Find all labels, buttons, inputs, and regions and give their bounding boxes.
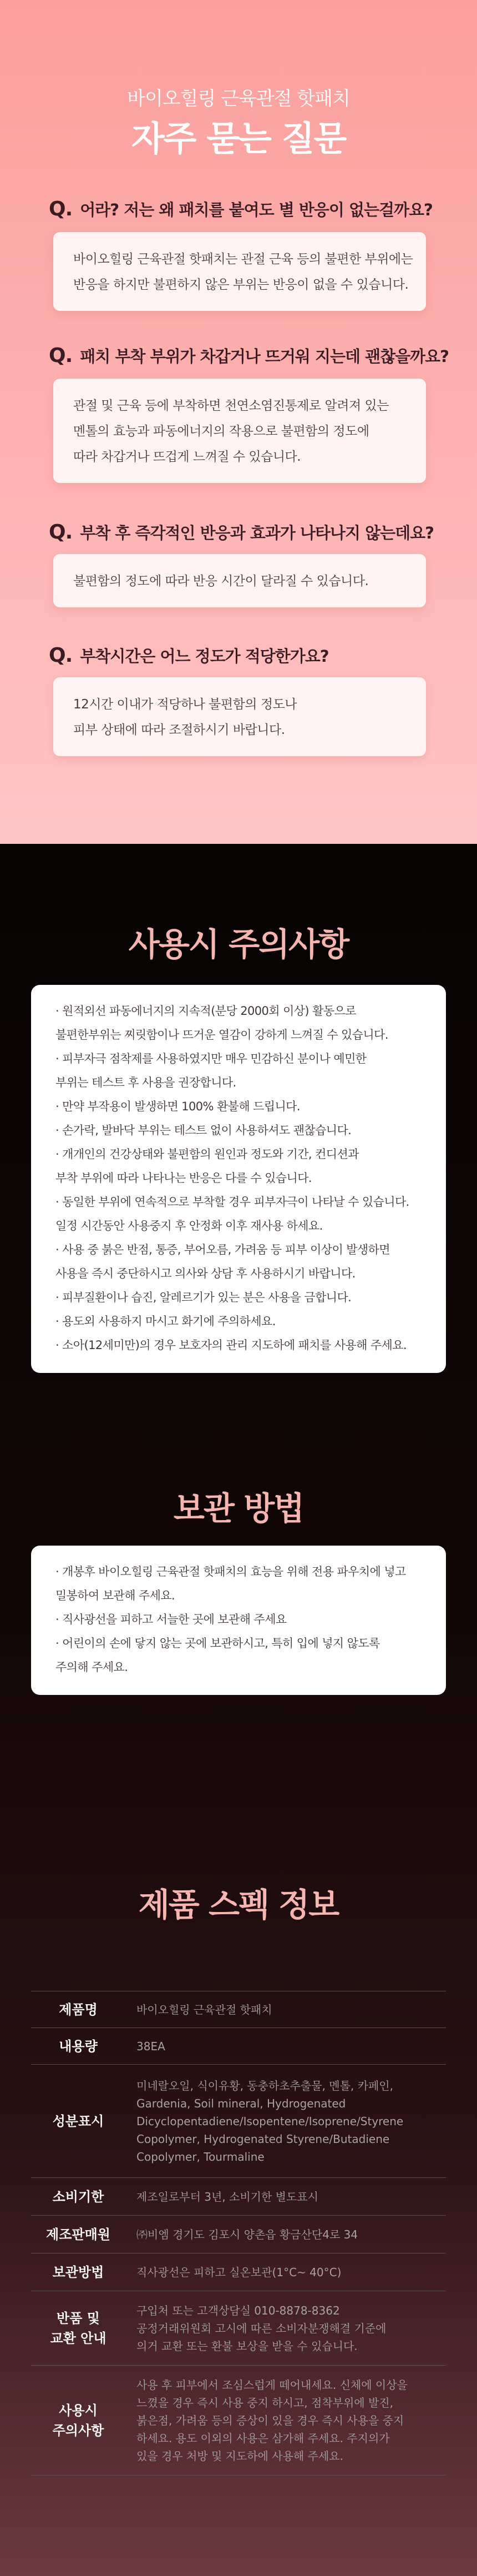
spec-label-line: 성분표시 [52, 2113, 104, 2129]
caution-line: 사용을 즉시 중단하시고 의사와 상담 후 사용하시기 바랍니다. [55, 1267, 356, 1280]
spec-value-line: 하세요. 용도 이외의 사용은 삼가해 주세요. 주지의가 [136, 2431, 390, 2445]
spec-row [31, 2065, 446, 2178]
spec-value [125, 2028, 446, 2065]
spec-title: 제품 스펙 정보 [138, 1886, 339, 1924]
spec-value-line: 직사광선은 피하고 실온보관(1°C~ 40°C) [136, 2265, 342, 2279]
spec-row [31, 2366, 446, 2476]
spec-value-line: 바이오힐링 근육관절 핫패치 [136, 2003, 272, 2016]
spec-value-line: ㈜비엠 경기도 김포시 양촌읍 황금산단4로 34 [136, 2227, 358, 2241]
spec-value-line: 붉은점, 가려움 등의 증상이 있을 경우 즉시 사용을 중지 [136, 2413, 404, 2427]
spec-value-line: 제조일로부터 3년, 소비기한 별도표시 [136, 2190, 318, 2203]
spec-label-line: 보관방법 [52, 2264, 104, 2280]
answer-line: 불편함의 정도에 따라 반응 시간이 달라질 수 있습니다. [73, 574, 369, 588]
storage-line: · 개봉후 바이오힐링 근육관절 핫패치의 효능을 위해 전용 파우치에 넣고 [55, 1565, 406, 1578]
spec-label-line: 주의사항 [52, 2422, 104, 2438]
caution-line: · 피부질환이나 습진, 알레르기가 있는 분은 사용을 금합니다. [55, 1291, 352, 1304]
spec-value [125, 2065, 446, 2178]
caution-line: · 개개인의 건강상태와 불편함의 원인과 정도와 기간, 컨디션과 [55, 1148, 359, 1161]
spec-table [31, 1991, 446, 2476]
spec-value-line: 구입처 또는 고객상담실 010-8878-8362 [136, 2303, 340, 2317]
question-text: 패치 부착 부위가 차갑거나 뜨거워 지는데 괜찮을까요? [80, 347, 449, 366]
faq-answer-3 [53, 554, 426, 607]
spec-label-line: 제품명 [59, 2001, 98, 2017]
spec-value [125, 2216, 446, 2253]
question-text: 부착 후 즉각적인 반응과 효과가 나타나지 않는데요? [80, 524, 434, 542]
caution-line: · 만약 부작용이 발생하면 100% 환불해 드립니다. [55, 1100, 300, 1113]
q-mark: Q. [49, 521, 73, 544]
faq-answer-2 [53, 379, 426, 483]
storage-line: · 어린이의 손에 닿지 않는 곳에 보관하시고, 특히 입에 넣지 않도록 [55, 1637, 380, 1650]
spec-value [125, 2178, 446, 2216]
spec-row [31, 2253, 446, 2291]
faq-section [0, 0, 477, 844]
faq-title: 자주 묻는 질문 [131, 118, 346, 159]
spec-label-line: 반품 및 [57, 2310, 100, 2326]
spec-value [125, 1991, 446, 2028]
spec-value-line: Gardenia, Soil mineral, Hydrogenated [136, 2096, 346, 2110]
spec-label-line: 제조판매원 [46, 2226, 110, 2242]
faq-question-2 [49, 344, 449, 367]
answer-line: 관절 및 근육 등에 부착하면 천연소염진통제로 알려져 있는 [73, 399, 389, 413]
faq-answer-1 [53, 232, 426, 311]
spec-label [31, 1991, 125, 2028]
spec-row [31, 2216, 446, 2253]
spec-label [31, 2028, 125, 2065]
spec-value-line: 사용 후 피부에서 조심스럽게 떼어내세요. 신체에 이상을 [136, 2378, 408, 2392]
storage-line: · 직사광선을 피하고 서늘한 곳에 보관해 주세요 [55, 1613, 287, 1626]
spec-value-line: 미네랄오일, 식이유황, 동충하초추출물, 멘톨, 카페인, [136, 2079, 393, 2092]
answer-line: 피부 상태에 따라 조절하시기 바랍니다. [73, 723, 285, 737]
caution-line: · 용도외 사용하지 마시고 화기에 주의하세요. [55, 1315, 276, 1328]
spec-label [31, 2253, 125, 2291]
spec-row [31, 2291, 446, 2366]
caution-line: · 동일한 부위에 연속적으로 부착할 경우 피부자극이 나타날 수 있습니다. [55, 1195, 409, 1209]
answer-line: 멘톨의 효능과 파동에너지의 작용으로 불편함의 정도에 [73, 424, 369, 439]
spec-value-line: 38EA [136, 2039, 165, 2053]
spec-value [125, 2366, 446, 2476]
caution-card [31, 985, 446, 1373]
spec-label-line: 내용량 [59, 2038, 98, 2054]
spec-value [125, 2291, 446, 2366]
spec-value-line: Copolymer, Hydrogenated Styrene/Butadiene [136, 2132, 390, 2146]
faq-question-4 [49, 644, 437, 667]
spec-label [31, 2178, 125, 2216]
faq-question-1 [49, 198, 437, 220]
storage-line: 주의해 주세요. [55, 1661, 128, 1674]
caution-line: 불편한부위는 찌릿함이나 뜨거운 열감이 강하게 느껴질 수 있습니다. [55, 1028, 388, 1042]
q-mark: Q. [49, 644, 73, 667]
caution-title: 사용시 주의사항 [128, 925, 349, 963]
spec-label [31, 2291, 125, 2366]
q-mark: Q. [49, 344, 73, 367]
spec-label-line: 소비기한 [52, 2188, 104, 2205]
spec-label [31, 2366, 125, 2476]
caution-line: 일정 시간동안 사용중지 후 안정화 이후 재사용 하세요. [55, 1219, 323, 1232]
storage-title: 보관 방법 [173, 1490, 304, 1527]
spec-value-line: Dicyclopentadiene/Isopentene/Isoprene/Styrene [136, 2114, 404, 2128]
answer-line: 바이오힐링 근육관절 핫패치는 관절 근육 등의 불편한 부위에는 [73, 252, 413, 266]
spec-value-line: 공정거래위원회 고시에 따른 소비자분쟁해결 기준에 [136, 2321, 387, 2335]
answer-line: 따라 차갑거나 뜨겁게 느껴질 수 있습니다. [73, 450, 301, 464]
spec-label-line: 교환 안내 [50, 2330, 106, 2346]
caution-line: · 원적외선 파동에너지의 지속적(분당 2000회 이상) 활동으로 [55, 1004, 356, 1018]
caution-line: · 사용 중 붉은 반점, 통증, 부어오름, 가려움 등 피부 이상이 발생하면 [55, 1243, 390, 1256]
faq-question-3 [49, 521, 437, 544]
answer-line: 반응을 하지만 불편하지 않은 부위는 반응이 없을 수 있습니다. [73, 278, 409, 292]
faq-answer-4 [53, 677, 426, 756]
storage-line: 밀봉하여 보관해 주세요. [55, 1589, 175, 1602]
spec-row [31, 2028, 446, 2065]
caution-line: · 소아(12세미만)의 경우 보호자의 관리 지도하에 패치를 사용해 주세요. [55, 1339, 407, 1352]
spec-value-line: Copolymer, Tourmaline [136, 2150, 265, 2164]
spec-value [125, 2253, 446, 2291]
caution-line: · 피부자극 점착제를 사용하였지만 매우 민감하신 분이나 예민한 [55, 1052, 367, 1065]
spec-value-line: 의거 교환 또는 환불 보상을 받을 수 있습니다. [136, 2339, 358, 2353]
answer-line: 12시간 이내가 적당하나 불편함의 정도나 [73, 697, 297, 712]
caution-line: · 손가락, 발바닥 부위는 테스트 없이 사용하셔도 괜찮습니다. [55, 1124, 352, 1137]
spec-label [31, 2065, 125, 2178]
spec-row [31, 2178, 446, 2216]
spec-label-line: 사용시 [59, 2402, 98, 2418]
q-mark: Q. [49, 198, 73, 220]
spec-value-line: 느꼈을 경우 즉시 사용 중지 하시고, 점착부위에 발진, [136, 2396, 393, 2409]
spec-row [31, 1991, 446, 2028]
spec-label [31, 2216, 125, 2253]
question-text: 어라? 저는 왜 패치를 붙여도 별 반응이 없는걸까요? [80, 200, 433, 219]
question-text: 부착시간은 어느 정도가 적당한가요? [80, 647, 329, 666]
spec-value-line: 있을 경우 처방 및 지도하에 사용해 주세요. [136, 2449, 343, 2463]
storage-card [31, 1546, 446, 1695]
caution-line: 부착 부위에 따라 나타나는 반응은 다를 수 있습니다. [55, 1171, 312, 1185]
faq-subtitle: 바이오힐링 근육관절 핫패치 [127, 88, 350, 110]
caution-line: 부위는 테스트 후 사용을 권장합니다. [55, 1076, 236, 1089]
